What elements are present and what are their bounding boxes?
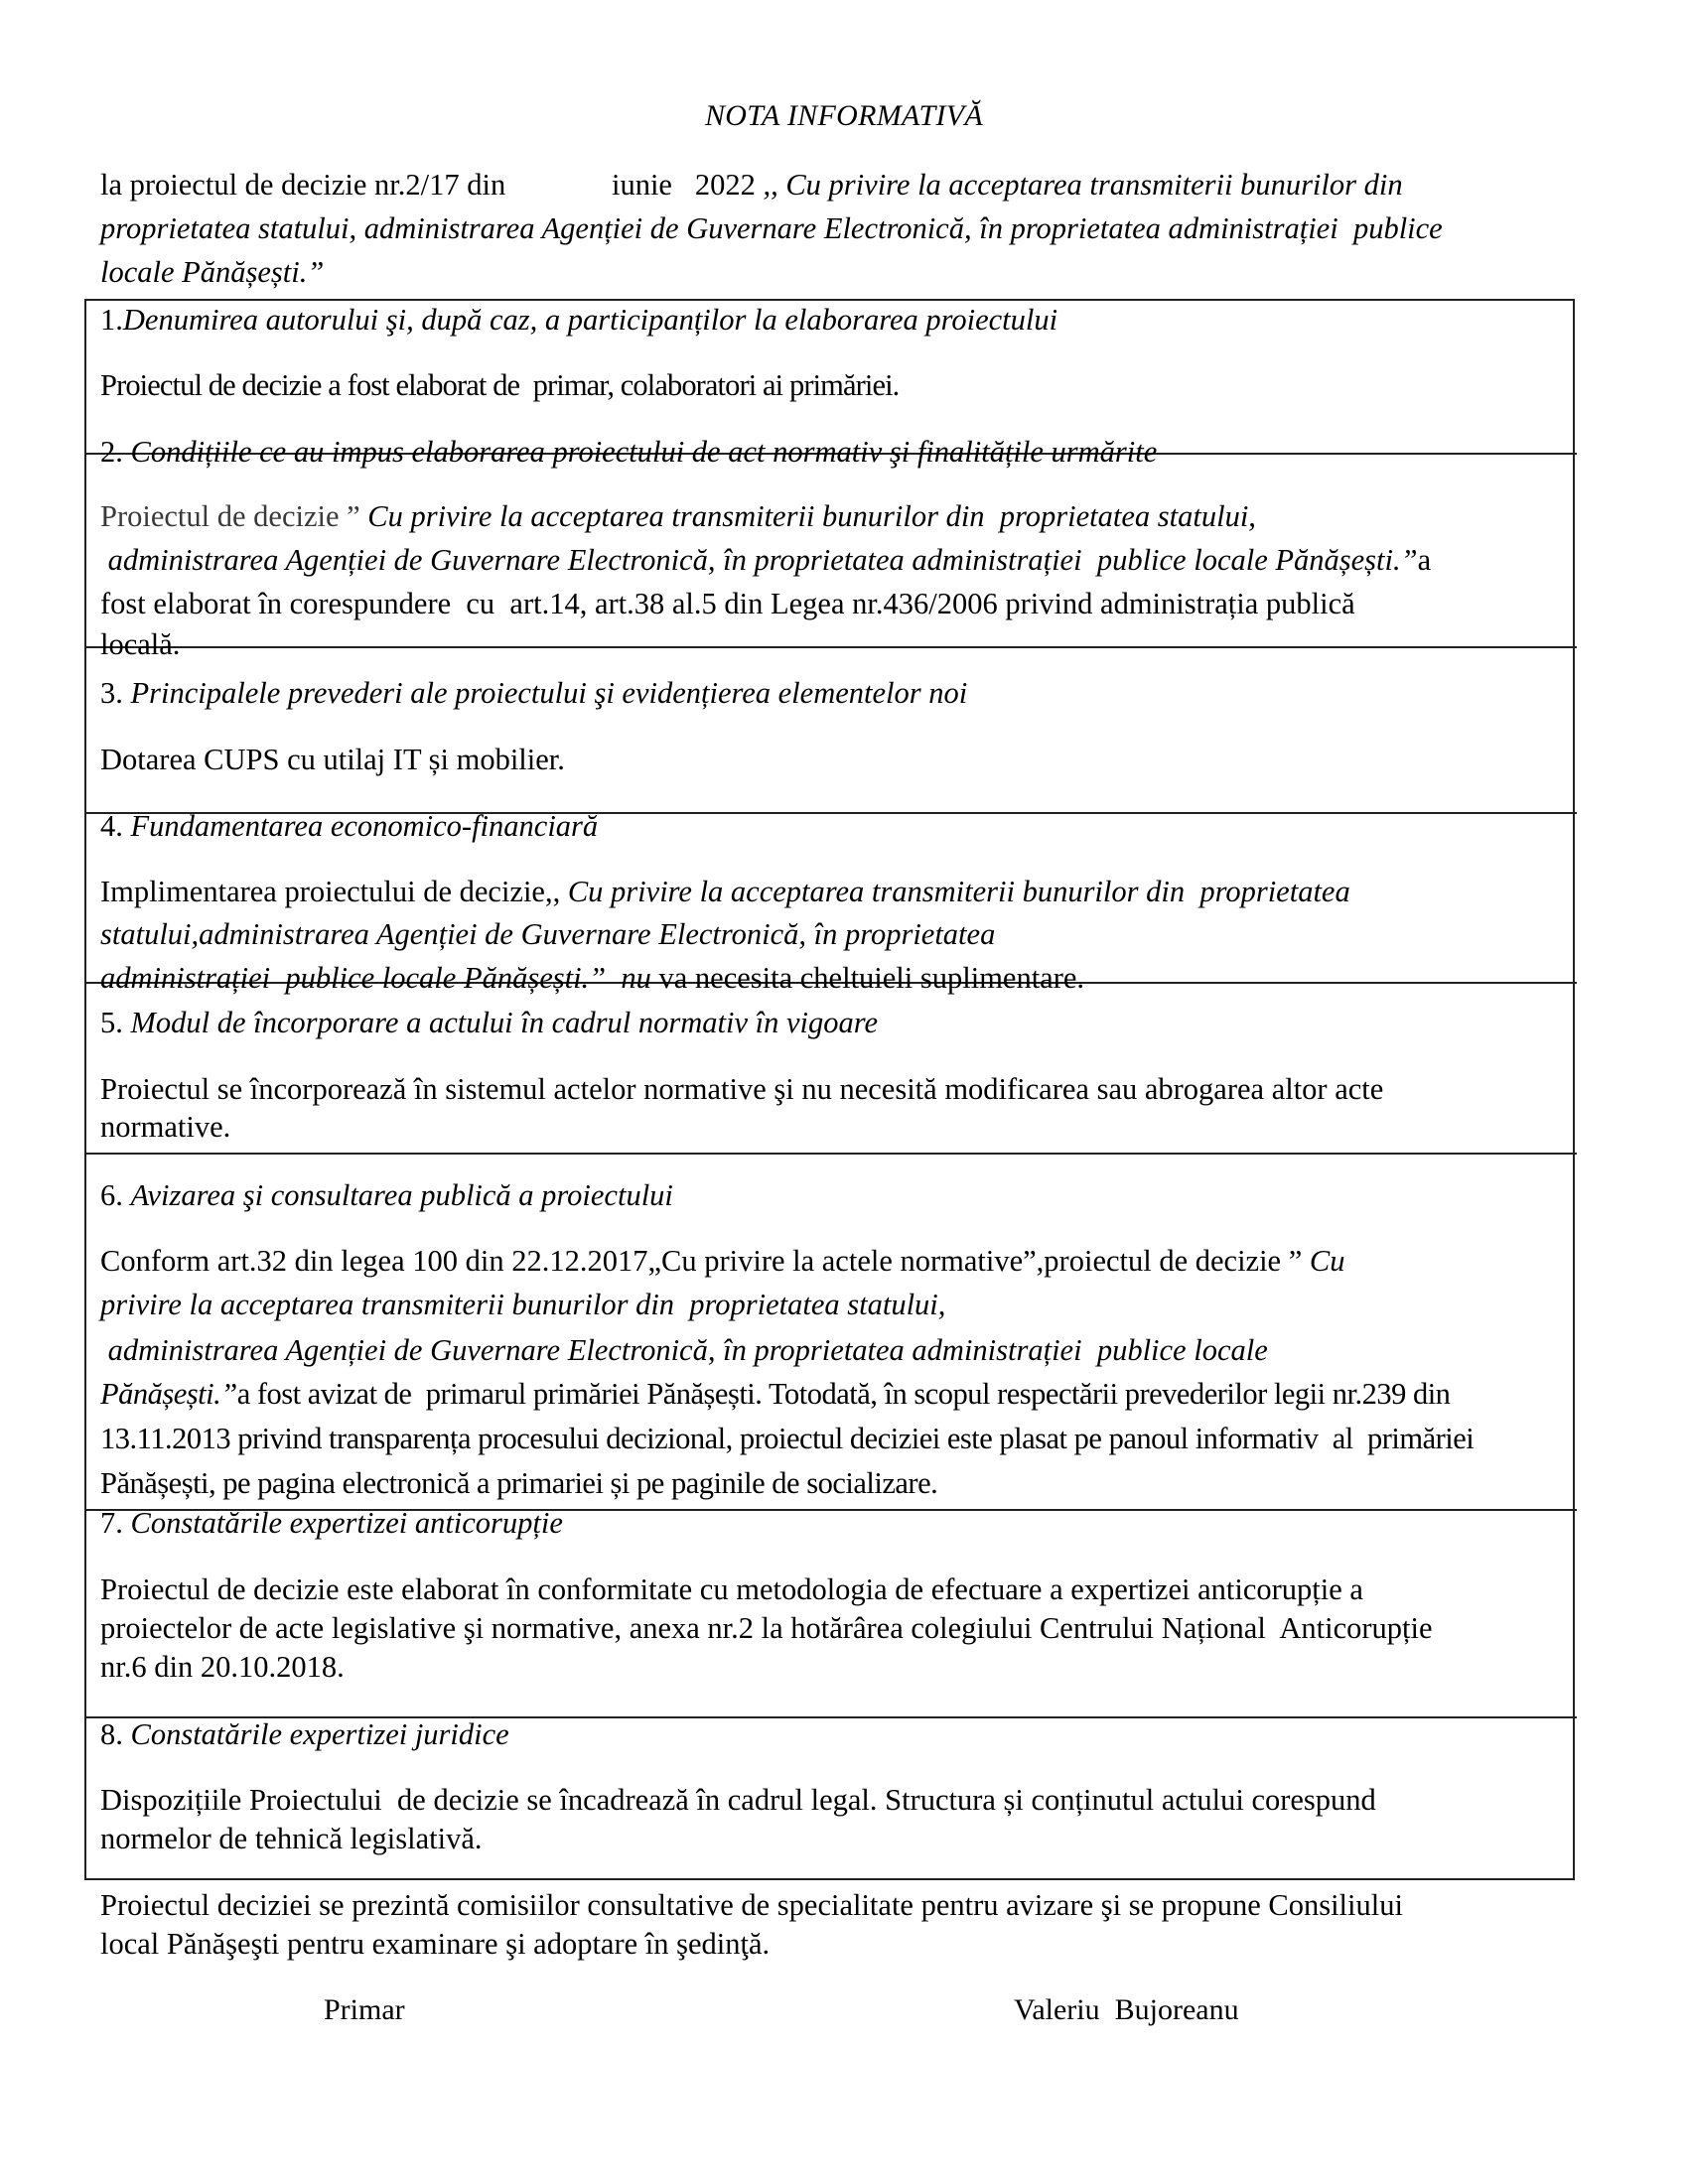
section-5-body-line-2: normative.	[100, 1110, 231, 1144]
section-2-body-line-3: fost elaborat în corespundere cu art.14, art.38 al.5 din Legea nr.436/2006 privind administrația publică	[100, 587, 1355, 620]
section-number: 4.	[100, 809, 131, 843]
section-6-body-line-2: privire la acceptarea transmiterii bunurilor din proprietatea statului,	[100, 1288, 946, 1321]
section-number: 2.	[100, 435, 131, 469]
section-7-body-line-3: nr.6 din 20.10.2018.	[100, 1650, 345, 1684]
section-4-body-line-2: statului,administrarea Agenției de Guvernare Electronică, în proprietatea	[100, 917, 996, 951]
section-heading-text: Condițiile ce au impus elaborarea proiectului de act normativ şi finalitățile urmărite	[130, 435, 1158, 469]
body-italic: administrației publice locale Pănășești.” nu	[100, 961, 651, 995]
section-2-body-line-4: locală.	[100, 627, 181, 661]
body-italic: administrarea Agenției de Guvernare Electronică, în proprietatea administrației publice locale Pănășești.”	[100, 543, 1418, 577]
section-number: 8.	[100, 1717, 131, 1751]
section-heading-text: Modul de încorporare a actului în cadrul normativ în vigoare	[130, 1006, 879, 1039]
section-2-body-line-1	[100, 496, 1256, 536]
section-heading-text: Constatările expertizei juridice	[130, 1717, 509, 1751]
section-6-body-line-6: Pănășești, pe pagina electronică a primariei și pe paginile de socializare.	[100, 1466, 938, 1500]
body-text: a fost avizat de primarul primăriei Pănășești. Totodată, în scopul respectării prevederilor legii nr.239 din	[236, 1377, 1451, 1411]
section-number: 3.	[100, 676, 131, 710]
body-italic: Pănășești.”	[100, 1377, 237, 1411]
body-text: Conform art.32 din legea 100 din 22.12.2017„Cu privire la actele normative”,proiectul de decizie ”	[100, 1244, 1310, 1278]
body-italic: Cu	[1309, 1244, 1345, 1278]
body-text: Proiectul de decizie ”	[100, 499, 368, 533]
intro-line-2: proprietatea statului, administrarea Agenției de Guvernare Electronică, în proprietatea administrației publice	[100, 211, 1443, 245]
section-6-body-line-5: 13.11.2013 privind transparența procesului decizional, proiectul deciziei este plasat pe panoul informativ al primăriei	[100, 1422, 1475, 1455]
document-title: NOTA INFORMATIVĂ	[704, 99, 984, 132]
section-2-body-line-2	[100, 540, 1431, 580]
section-3-heading	[100, 673, 967, 713]
section-number: 1.	[100, 303, 123, 337]
section-5-heading	[100, 1003, 878, 1042]
section-1-heading	[100, 300, 1057, 340]
section-4-body-line-1	[100, 872, 1350, 911]
section-8-body-line-1: Dispozițiile Proiectului de decizie se încadrează în cadrul legal. Structura și conținutul actului corespund	[100, 1783, 1376, 1817]
signature-role: Primar	[324, 1993, 405, 2026]
section-7-body-line-2: proiectelor de acte legislative şi normative, anexa nr.2 la hotărârea colegiului Centrului Național Anticorupție	[100, 1611, 1433, 1645]
section-heading-text: Denumirea autorului şi, după caz, a participanților la elaborarea proiectului	[122, 303, 1058, 337]
closing-line-1: Proiectul deciziei se prezintă comisiilor consultative de specialitate pentru avizare şi se propune Consiliului	[100, 1888, 1403, 1922]
closing-line-2: local Pănăşeşti pentru examinare şi adoptare în şedinţă.	[100, 1927, 771, 1961]
section-heading-text: Principalele prevederi ale proiectului şi evidențierea elementelor noi	[130, 676, 968, 710]
body-italic: Cu privire la acceptarea transmiterii bunurilor din proprietatea	[560, 875, 1350, 908]
intro-line-1	[100, 165, 1403, 205]
section-7-heading	[100, 1503, 563, 1543]
intro-line-3: locale Pănășești.”	[100, 255, 325, 289]
body-text: va necesita cheltuieli suplimentare.	[650, 961, 1085, 995]
row-divider	[84, 1153, 1577, 1155]
section-heading-text: Avizarea şi consultarea publică a proiectului	[130, 1178, 673, 1212]
section-6-heading	[100, 1175, 673, 1215]
section-4-heading	[100, 806, 598, 846]
body-italic: Cu privire la acceptarea transmiterii bunurilor din proprietatea statului,	[367, 499, 1256, 533]
intro-subject: ,, Cu privire la acceptarea transmiterii bunurilor din	[763, 168, 1403, 202]
row-divider	[84, 646, 1577, 648]
section-5-body-line-1: Proiectul se încorporează în sistemul actelor normative şi nu necesită modificarea sau abrogarea altor acte	[100, 1072, 1384, 1106]
body-text: a	[1417, 543, 1432, 577]
section-6-body-line-3: administrarea Agenției de Guvernare Electronică, în proprietatea administrației publice locale	[100, 1333, 1268, 1367]
section-number: 7.	[100, 1506, 131, 1540]
body-text: Implimentarea proiectului de decizie,,	[100, 875, 561, 908]
section-8-heading	[100, 1714, 509, 1754]
section-heading-text: Constatările expertizei anticorupție	[130, 1506, 563, 1540]
section-2-heading	[100, 432, 1157, 472]
section-number: 6.	[100, 1178, 131, 1212]
intro-reference: la proiectul de decizie nr.2/17 din iunie 2022	[100, 168, 764, 202]
section-7-body-line-1: Proiectul de decizie este elaborat în conformitate cu metodologia de efectuare a expertizei anticorupție a	[100, 1572, 1363, 1606]
section-6-body-line-4	[100, 1374, 1450, 1414]
section-6-body-line-1	[100, 1241, 1344, 1281]
section-3-body: Dotarea CUPS cu utilaj IT și mobilier.	[100, 743, 565, 776]
section-8-body-line-2: normelor de tehnică legislativă.	[100, 1822, 483, 1855]
section-1-body: Proiectul de decizie a fost elaborat de primar, colaboratori ai primăriei.	[100, 368, 900, 402]
section-number: 5.	[100, 1006, 131, 1039]
section-heading-text: Fundamentarea economico-financiară	[130, 809, 599, 843]
section-4-body-line-3	[100, 958, 1084, 998]
signature-name: Valeriu Bujoreanu	[1014, 1993, 1239, 2026]
